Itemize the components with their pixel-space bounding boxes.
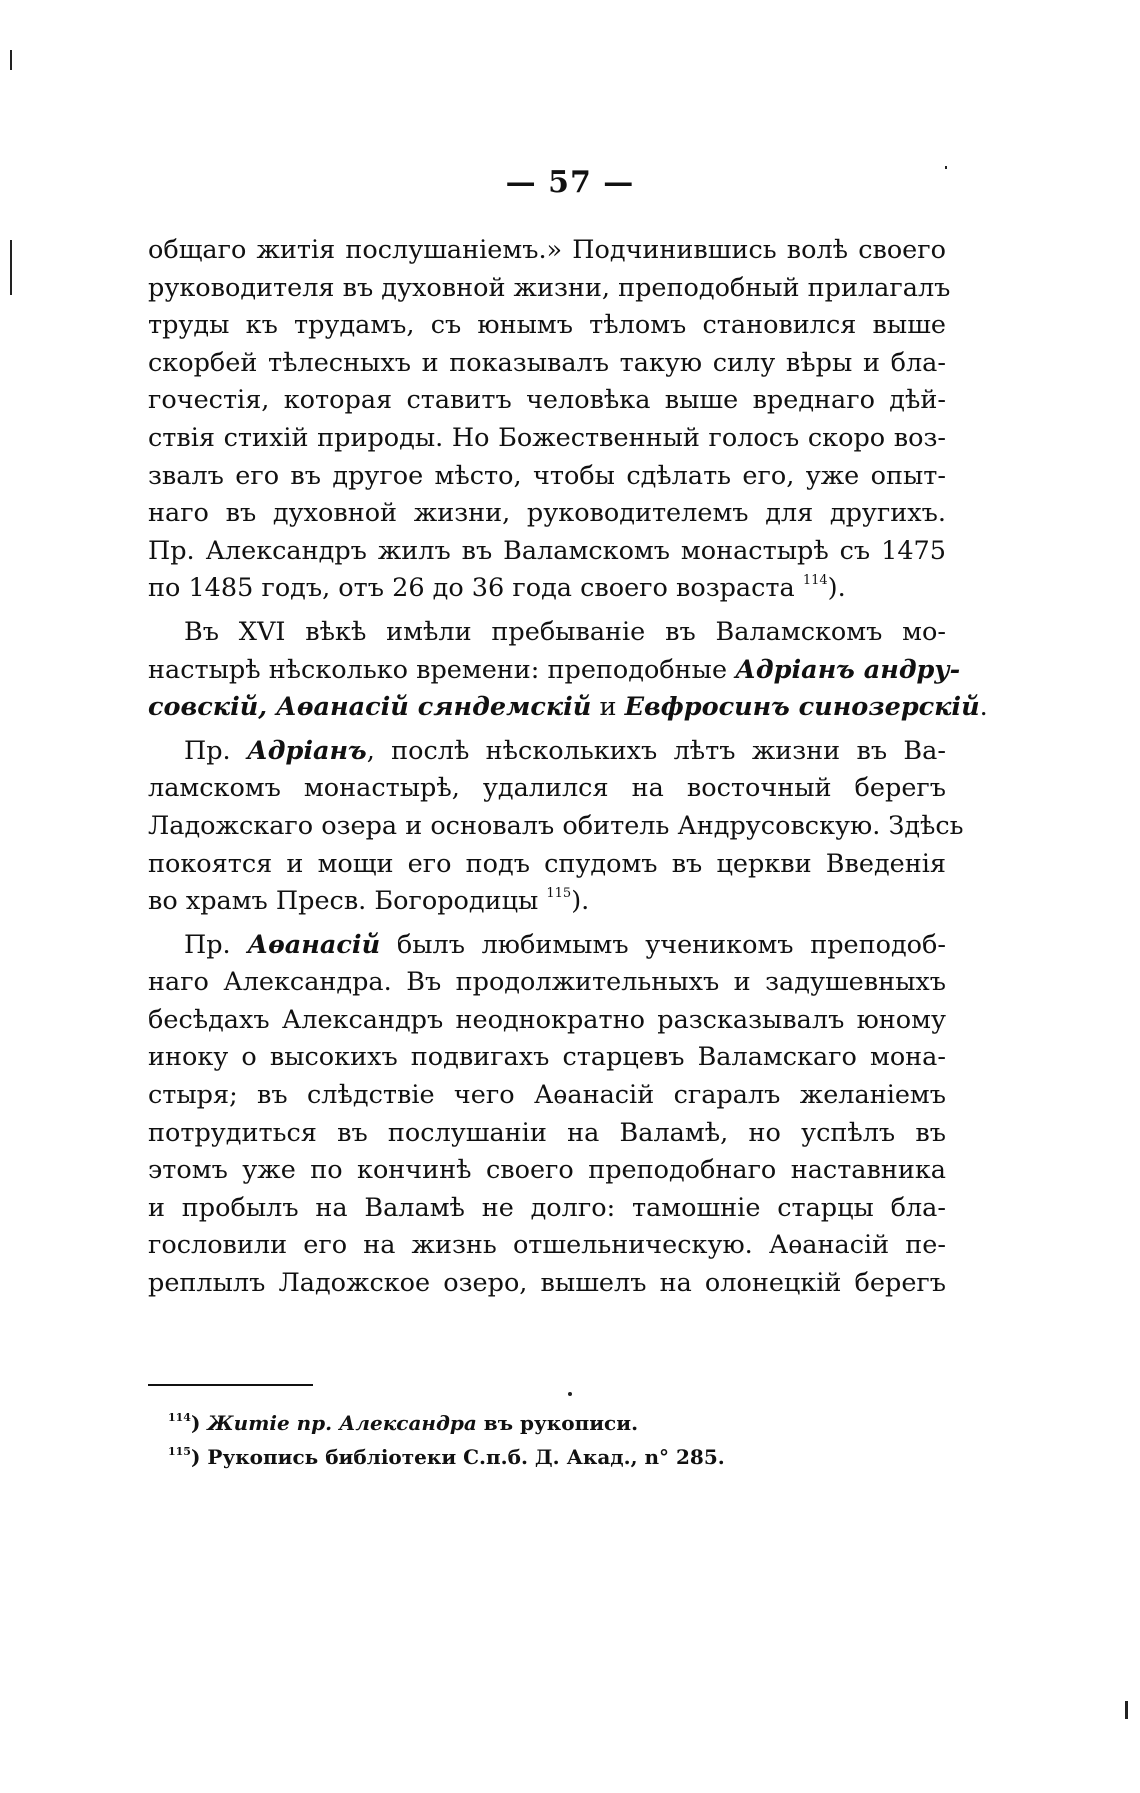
text-line: этомъ уже по кончинѣ своего преподобнаго наставника [148, 1155, 946, 1186]
footnote-mark: 115 [168, 1445, 191, 1458]
text-line: ламскомъ монастырѣ, удалился на восточный берегъ [148, 773, 946, 804]
text-line: гословили его на жизнь отшельническую. Аѳанасій пе- [148, 1230, 946, 1261]
body-text [148, 232, 988, 1303]
text-line: наго Александра. Въ продолжительныхъ и задушевныхъ [148, 967, 946, 998]
page-number: — 57 — [505, 165, 635, 200]
text-line: Пр. Александръ жилъ въ Валамскомъ монастырѣ съ 1475 [148, 535, 946, 566]
text-line: стыря; въ слѣдствіе чего Аѳанасій сгаралъ желаніемъ [148, 1080, 946, 1111]
footnote-ref[interactable]: 114 [802, 573, 828, 589]
paragraph-2 [148, 614, 988, 727]
text-line: скорбей тѣлесныхъ и показывалъ такую силу вѣры и бла- [148, 347, 946, 378]
text-line: Пр. Аѳанасій былъ любимымъ ученикомъ преподоб- [184, 929, 946, 960]
scan-mark [10, 50, 12, 70]
text-line: ствія стихій природы. Но Божественный голосъ скоро воз- [148, 422, 946, 453]
footnote-title: Житіе пр. Александра [207, 1411, 477, 1435]
text-line: иноку о высокихъ подвигахъ старцевъ Валамскаго мона- [148, 1042, 946, 1073]
footnote-ref[interactable]: 115 [546, 886, 572, 902]
text-line: руководителя въ духовной жизни, преподобный прилагалъ [148, 272, 951, 303]
text-line: Въ XVI вѣкѣ имѣли пребываніе въ Валамскомъ мо- [184, 616, 946, 647]
text-line: бесѣдахъ Александръ неоднократно разсказывалъ юному [148, 1004, 946, 1035]
scan-mark [10, 240, 12, 295]
text-line: общаго житія послушаніемъ.» Подчинившись волѣ своего [148, 235, 946, 265]
text-line: Ладожскаго озера и основалъ обитель Андрусовскую. Здѣсь [148, 810, 964, 841]
footnote-115: $^{115}$) Рукопись библіотеки С.п.б. Д. Акад., n° 285. [168, 1445, 725, 1469]
paragraph-4 [148, 927, 946, 1303]
scan-mark [945, 166, 947, 169]
text-line: гочестія, которая ставитъ человѣка выше вреднаго дѣй- [148, 385, 946, 416]
footnote-divider [148, 1384, 313, 1386]
text-line: во храмъ Пресв. Богородицы $^{115}$). [148, 886, 590, 917]
scan-mark [1125, 1701, 1128, 1719]
saint-name: совскій, Аѳанасій сяндемскій [148, 692, 592, 723]
text-line: настырѣ нѣсколько времени: преподобные Адріанъ андру- [148, 654, 961, 685]
saint-name: Аѳанасій [247, 929, 381, 960]
text-line: и пробылъ на Валамѣ не долго: тамошніе старцы бла- [148, 1192, 946, 1223]
footnote-114: $^{114}$) Житіе пр. Александра въ рукописи. [168, 1411, 639, 1435]
saint-name: Евфросинъ синозерскій [624, 692, 980, 723]
saint-name: Адріанъ андру- [735, 654, 961, 685]
text-line: наго въ духовной жизни, руководителемъ для другихъ. [148, 498, 946, 529]
text-line: звалъ его въ другое мѣсто, чтобы сдѣлать его, уже опыт- [148, 460, 946, 491]
text-line: потрудиться въ послушаніи на Валамѣ, но успѣлъ въ [148, 1117, 946, 1148]
footnotes [168, 1406, 928, 1474]
scan-mark [568, 1392, 572, 1396]
text-line: совскій, Аѳанасій сяндемскій и Евфросинъ синозерскій. [148, 692, 988, 723]
saint-name: Адріанъ [247, 735, 367, 766]
text-line: Пр. Адріанъ, послѣ нѣсколькихъ лѣтъ жизни въ Ва- [184, 735, 946, 766]
text-line: по 1485 годъ, отъ 26 до 36 года своего возраста $^{114}$). [148, 573, 846, 604]
paragraph-3 [148, 733, 964, 921]
footnote-mark: 114 [168, 1411, 191, 1424]
text-line: труды къ трудамъ, съ юнымъ тѣломъ становился выше [148, 310, 946, 341]
paragraph-1 [148, 232, 951, 608]
text-line: покоятся и мощи его подъ спудомъ въ церкви Введенія [148, 848, 946, 879]
text-line: реплылъ Ладожское озеро, вышелъ на олонецкій берегъ [148, 1268, 946, 1299]
